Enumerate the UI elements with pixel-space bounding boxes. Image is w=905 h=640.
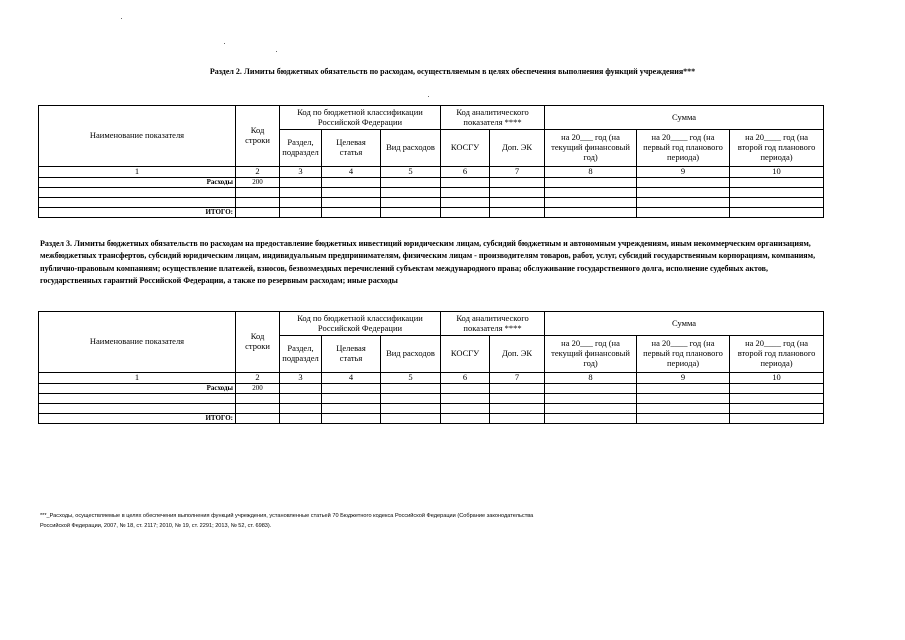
table-cell[interactable]: [39, 188, 236, 198]
table-cell[interactable]: [490, 188, 545, 198]
table-cell[interactable]: [381, 394, 441, 404]
row-total-label: ИТОГО:: [39, 208, 236, 218]
table-cell[interactable]: [637, 414, 730, 424]
table-cell[interactable]: [280, 414, 322, 424]
header-name: Наименование показателя: [39, 312, 236, 373]
section2-table: [38, 105, 824, 218]
header-sum-current: на 20___ год (на текущий финансовый год): [545, 336, 637, 373]
scan-speck: [276, 51, 277, 52]
header-razdel: Раздел, подраздел: [280, 130, 322, 167]
table-cell[interactable]: [322, 414, 381, 424]
header-dopek: Доп. ЭК: [490, 130, 545, 167]
table-row: [39, 188, 824, 198]
table-cell[interactable]: [280, 198, 322, 208]
row-expenses-label: Расходы: [39, 384, 236, 394]
header-dopek: Доп. ЭК: [490, 336, 545, 373]
table-cell[interactable]: [381, 188, 441, 198]
column-number: 8: [545, 373, 637, 384]
table-cell[interactable]: [730, 414, 824, 424]
section3-table: [38, 311, 824, 424]
column-number: 1: [39, 373, 236, 384]
header-sum-first: на 20____ год (на первый год планового периода): [637, 130, 730, 167]
table-cell[interactable]: [545, 178, 637, 188]
header-vid: Вид расходов: [381, 336, 441, 373]
table-cell[interactable]: [441, 208, 490, 218]
table-cell[interactable]: [322, 178, 381, 188]
column-number: 4: [322, 373, 381, 384]
table-cell[interactable]: [637, 178, 730, 188]
column-number: 9: [637, 167, 730, 178]
header-kosgu: КОСГУ: [441, 336, 490, 373]
column-number: 2: [236, 373, 280, 384]
row-expenses-code: 200: [236, 178, 280, 188]
table-cell[interactable]: [39, 198, 236, 208]
table-row: [39, 414, 824, 424]
table-cell[interactable]: [280, 404, 322, 414]
table-cell[interactable]: [545, 394, 637, 404]
header-analytic-code: Код аналитического показателя ****: [441, 106, 545, 130]
table-cell[interactable]: [236, 188, 280, 198]
table-cell[interactable]: [637, 188, 730, 198]
column-number: 9: [637, 373, 730, 384]
table-row: [39, 384, 824, 394]
table-cell[interactable]: [730, 394, 824, 404]
table-cell[interactable]: [381, 178, 441, 188]
table-cell[interactable]: [545, 188, 637, 198]
table-cell[interactable]: [441, 414, 490, 424]
table-cell[interactable]: [545, 198, 637, 208]
column-number: 3: [280, 167, 322, 178]
table-cell[interactable]: [490, 394, 545, 404]
table-cell[interactable]: [322, 208, 381, 218]
table-cell[interactable]: [322, 404, 381, 414]
table-cell[interactable]: [322, 188, 381, 198]
section3-title: Раздел 3. Лимиты бюджетных обязательств по расходам на предоставление бюджетных инвестиций юридическим лицам, субсидий бюджетным и автономным учреждениям, иным некоммерческим организациям, межбюджетных трансфертов, субсидий юридическим лицам, индивидуальным предпринимателям, физическим лицам - производителям товаров, работ, услуг, субсидий государственным корпорациям, компаниям, публично-правовым компаниям; осуществление платежей, взносов, безвозмездных перечислений субъектам международного права; обслуживание государственного долга, исполнение судебных актов, государственных гарантий Российской Федерации, а также по резервным расходам; иные расходы: [40, 239, 816, 285]
table-cell[interactable]: [637, 208, 730, 218]
header-code: Код строки: [236, 312, 280, 373]
column-number: 1: [39, 167, 236, 178]
table-cell[interactable]: [730, 208, 824, 218]
row-total-label: ИТОГО:: [39, 414, 236, 424]
table-cell[interactable]: [39, 394, 236, 404]
footnote: [40, 511, 680, 531]
column-number: 8: [545, 167, 637, 178]
table-cell[interactable]: [637, 384, 730, 394]
table-cell[interactable]: [637, 198, 730, 208]
table-cell[interactable]: [441, 384, 490, 394]
table-cell[interactable]: [545, 414, 637, 424]
table-cell[interactable]: [730, 188, 824, 198]
footnote-line: ***_Расходы, осуществляемые в целях обеспечения выполнения функций учреждения, установленные статьей 70 Бюджетного кодекса Российской Федерации (Собрание законодательства: [40, 513, 534, 519]
table-cell[interactable]: [490, 208, 545, 218]
column-number: 10: [730, 373, 824, 384]
header-sum-current: на 20___ год (на текущий финансовый год): [545, 130, 637, 167]
table-cell[interactable]: [490, 178, 545, 188]
header-celevaya: Целевая статья: [322, 336, 381, 373]
column-number: 5: [381, 167, 441, 178]
table-cell[interactable]: [280, 384, 322, 394]
table-cell[interactable]: [381, 208, 441, 218]
header-budget-classification: Код по бюджетной классификации Российской Федерации: [280, 312, 441, 336]
header-sum: Сумма: [545, 312, 824, 336]
table-cell[interactable]: [236, 208, 280, 218]
table-cell[interactable]: [236, 414, 280, 424]
header-razdel: Раздел, подраздел: [280, 336, 322, 373]
table-cell[interactable]: [730, 384, 824, 394]
table-cell[interactable]: [730, 198, 824, 208]
header-vid: Вид расходов: [381, 130, 441, 167]
table-cell[interactable]: [381, 198, 441, 208]
table-cell[interactable]: [322, 198, 381, 208]
header-kosgu: КОСГУ: [441, 130, 490, 167]
header-sum: Сумма: [545, 106, 824, 130]
table-cell[interactable]: [637, 394, 730, 404]
column-number: 4: [322, 167, 381, 178]
column-number: 10: [730, 167, 824, 178]
column-number: 6: [441, 373, 490, 384]
table-row: [39, 178, 824, 188]
column-number: 6: [441, 167, 490, 178]
header-budget-classification: Код по бюджетной классификации Российской Федерации: [280, 106, 441, 130]
table-cell[interactable]: [441, 394, 490, 404]
table-cell[interactable]: [441, 198, 490, 208]
table-cell[interactable]: [490, 198, 545, 208]
column-number: 5: [381, 373, 441, 384]
table-cell[interactable]: [280, 188, 322, 198]
column-number: 3: [280, 373, 322, 384]
table-cell[interactable]: [545, 384, 637, 394]
table-cell[interactable]: [545, 208, 637, 218]
header-sum-second: на 20____ год (на второй год планового периода): [730, 130, 824, 167]
column-number: 2: [236, 167, 280, 178]
table-cell[interactable]: [490, 404, 545, 414]
column-number: 7: [490, 373, 545, 384]
table-cell[interactable]: [730, 178, 824, 188]
table-cell[interactable]: [322, 384, 381, 394]
header-code: Код строки: [236, 106, 280, 167]
table-cell[interactable]: [730, 404, 824, 414]
table-cell[interactable]: [280, 178, 322, 188]
table-cell[interactable]: [637, 404, 730, 414]
header-celevaya: Целевая статья: [322, 130, 381, 167]
table-cell[interactable]: [236, 394, 280, 404]
scan-speck: [224, 43, 225, 44]
table-cell[interactable]: [490, 414, 545, 424]
header-name: Наименование показателя: [39, 106, 236, 167]
header-sum-second: на 20____ год (на второй год планового периода): [730, 336, 824, 373]
scan-speck: [428, 96, 429, 97]
header-sum-first: на 20____ год (на первый год планового периода): [637, 336, 730, 373]
footnote-line: Российской Федерации, 2007, № 18, ст. 2117; 2010, № 19, ст. 2291; 2013, № 52, ст. 6983).: [40, 523, 272, 529]
table-cell[interactable]: [236, 404, 280, 414]
table-cell[interactable]: [236, 198, 280, 208]
table-cell[interactable]: [545, 404, 637, 414]
table-cell[interactable]: [280, 394, 322, 404]
table-cell[interactable]: [381, 384, 441, 394]
table-cell[interactable]: [322, 394, 381, 404]
table-row: [39, 198, 824, 208]
table-cell[interactable]: [441, 188, 490, 198]
row-expenses-label: Расходы: [39, 178, 236, 188]
table-row: [39, 404, 824, 414]
table-cell[interactable]: [381, 404, 441, 414]
table-row: [39, 394, 824, 404]
scan-speck: [121, 18, 122, 19]
table-row: [39, 208, 824, 218]
row-expenses-code: 200: [236, 384, 280, 394]
table-cell[interactable]: [441, 404, 490, 414]
table-cell[interactable]: [381, 414, 441, 424]
table-cell[interactable]: [490, 384, 545, 394]
header-analytic-code: Код аналитического показателя ****: [441, 312, 545, 336]
section2-title: Раздел 2. Лимиты бюджетных обязательств по расходам, осуществляемым в целях обеспечения выполнения функций учреждения***: [209, 67, 696, 76]
table-cell[interactable]: [280, 208, 322, 218]
table-cell[interactable]: [39, 404, 236, 414]
column-number: 7: [490, 167, 545, 178]
table-cell[interactable]: [441, 178, 490, 188]
